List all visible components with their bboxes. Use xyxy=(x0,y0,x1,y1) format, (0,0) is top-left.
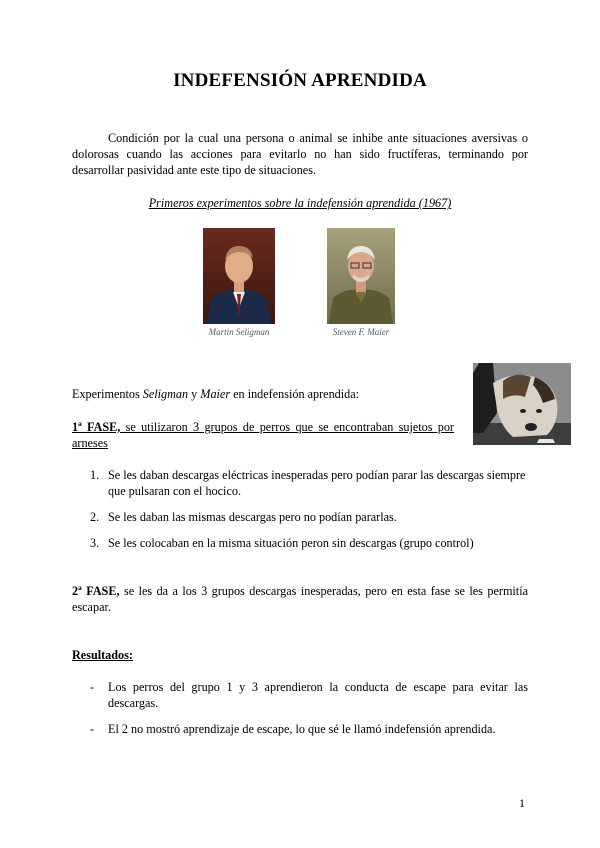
list-item xyxy=(72,535,528,551)
page-number: 1 xyxy=(519,796,525,810)
list-text: Se les colocaban en la misma situación peron sin descargas (grupo control) xyxy=(108,536,474,550)
list-item xyxy=(72,721,528,737)
page-title: INDEFENSIÓN APRENDIDA xyxy=(173,70,427,91)
list-text: Se les daban descargas eléctricas inesperadas pero podían parar las descargas siempre que pulsaran con el hocico. xyxy=(108,468,526,498)
list-item xyxy=(72,509,528,525)
list-dash: - xyxy=(90,722,95,736)
list-number: 3. xyxy=(90,536,100,550)
phase1-list xyxy=(72,467,528,561)
phase2-text: se les da a los 3 grupos descargas inesperadas, pero en esta fase se les permitía escapar. xyxy=(72,584,528,614)
list-dash: - xyxy=(90,680,95,694)
maier-name: Maier xyxy=(200,387,231,401)
list-text: Se les daban las mismas descargas pero no podían pararlas. xyxy=(108,510,397,524)
seligman-name: Seligman xyxy=(142,387,189,401)
experiments-line xyxy=(72,386,462,402)
phase1-label: 1ª FASE, xyxy=(72,420,121,434)
experiments-suffix: en indefensión aprendida: xyxy=(230,387,360,401)
seligman-photo xyxy=(203,228,275,324)
list-number: 2. xyxy=(90,510,100,524)
results-list xyxy=(72,679,528,747)
list-item xyxy=(72,679,528,711)
maier-caption: Steven F. Maier xyxy=(332,327,390,337)
phase1-paragraph xyxy=(72,419,454,451)
list-text: Los perros del grupo 1 y 3 aprendieron la conducta de escape para evitar las descargas. xyxy=(108,680,528,710)
intro-paragraph: Condición por la cual una persona o animal se inhibe ante situaciones aversivas o dolorosas cuando las acciones para evitarlo no han sido fructíferas, terminando por desarrollar pasividad ante este tipo de situaciones. xyxy=(72,131,528,177)
dog-photo xyxy=(473,363,571,445)
experiments-prefix: Experimentos xyxy=(72,387,143,401)
phase1-text: se utilizaron 3 grupos de perros que se encontraban sujetos por arneses xyxy=(72,420,454,450)
experiments-and: y xyxy=(188,387,201,401)
phase2-paragraph xyxy=(72,583,528,615)
list-item xyxy=(72,467,528,499)
maier-photo xyxy=(327,228,395,324)
list-number: 1. xyxy=(90,468,100,482)
seligman-caption: Martin Seligman xyxy=(208,327,270,337)
results-heading: Resultados: xyxy=(72,648,133,662)
section-subtitle: Primeros experimentos sobre la indefensión aprendida (1967) xyxy=(148,196,452,210)
phase2-label: 2ª FASE, xyxy=(72,584,120,598)
list-text: El 2 no mostró aprendizaje de escape, lo que sé le llamó indefensión aprendida. xyxy=(108,722,496,736)
